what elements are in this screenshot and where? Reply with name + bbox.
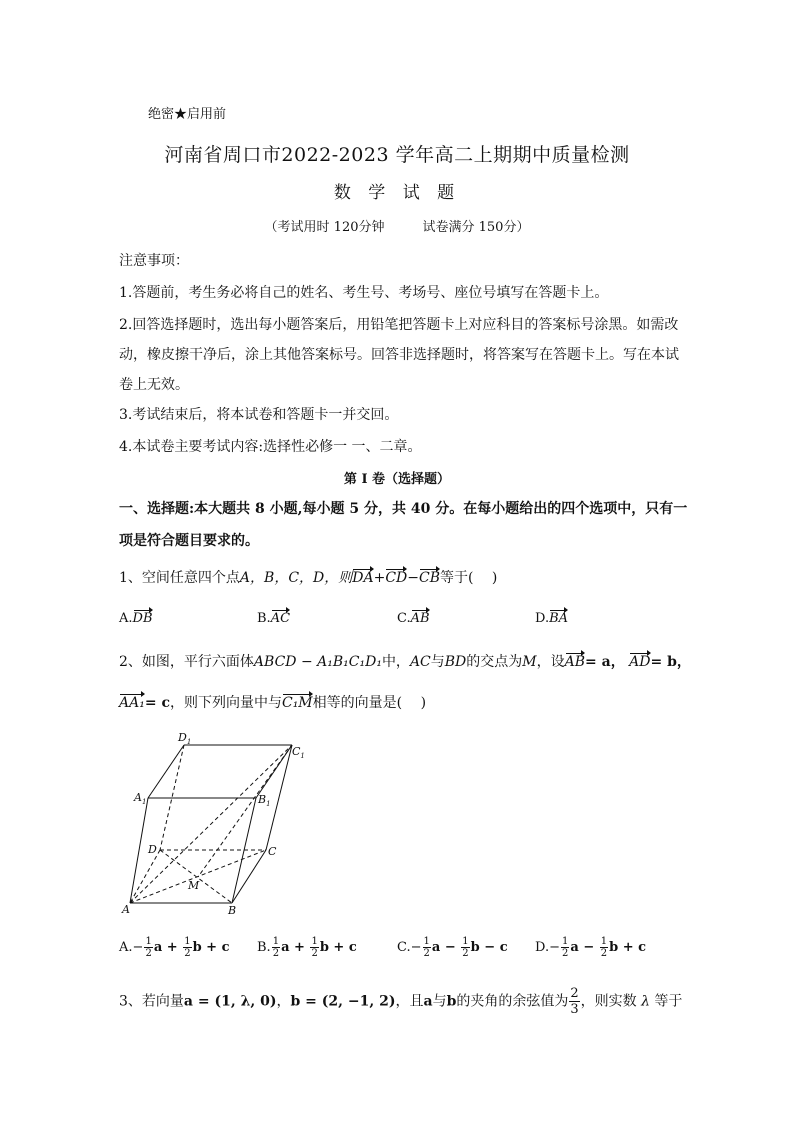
label-c1: $C_1$: [292, 745, 305, 760]
q2-option-a[interactable]: A.− $\frac{1}{2}$ a + $\frac{1}{2}$ b + c: [119, 936, 230, 959]
vector-c1m: C₁M: [281, 695, 313, 711]
exam-full-score: 试卷满分 150分）: [422, 220, 530, 235]
note-4: 4.本试卷主要考试内容:选择性必修一 一、二章。: [119, 439, 422, 455]
note-2-line-1: 2.回答选择题时，选出每小题答案后，用铅笔把答题卡上对应科目的答案标号涂黑。如需改: [119, 317, 679, 333]
label-m: M: [188, 879, 200, 892]
exam-time: （考试用时 120分钟: [264, 220, 385, 235]
label-d: D: [148, 843, 157, 856]
label-a: A: [122, 903, 130, 915]
vector-a-def: a = (1, λ, 0): [183, 993, 277, 1010]
section-intro-line-1: 一、选择题:本大题共 8 小题,每小题 5 分，共 40 分。在每小题给出的四个选项中，只有一: [119, 501, 688, 517]
q1-option-a[interactable]: A.DB: [119, 611, 153, 626]
section-intro-line-2: 项是符合题目要求的。: [119, 533, 259, 549]
q2-option-b[interactable]: B. $\frac{1}{2}$ a + $\frac{1}{2}$ b + c: [257, 936, 357, 959]
vector-cd: CD: [385, 570, 408, 586]
vector-ad: AD: [629, 654, 651, 670]
edge-d1a1: [148, 745, 184, 798]
segment-c1m: [198, 745, 292, 877]
confidential-mark: 绝密★启用前: [148, 107, 227, 122]
notes-heading: 注意事项：: [119, 253, 189, 269]
note-2-line-2: 动，橡皮擦干净后，涂上其他答案标号。回答非选择题时，将答案写在答题卡上。写在本试: [119, 347, 679, 363]
exam-subject: 数 学 试 题: [333, 183, 461, 203]
q2-option-d[interactable]: D.− $\frac{1}{2}$ a − $\frac{1}{2}$ b + c: [535, 936, 647, 959]
edge-bc: [232, 850, 266, 903]
edge-c1c: [266, 745, 292, 850]
vector-b-def: b = (2, −1, 2): [290, 993, 396, 1010]
exam-info: [0, 216, 794, 235]
question-3-stem: 3、若向量a = (1, λ, 0)，b = (2, −1, 2)，且a与b的夹角的余弦值为 $\frac{2}{3}$ ，则实数 λ 等于: [119, 986, 683, 1017]
vector-cb: CB: [419, 570, 441, 586]
q1-option-c[interactable]: C.AB: [397, 611, 430, 626]
diagonal-bd: [160, 850, 232, 903]
label-d1: $D_1$: [178, 731, 192, 746]
vector-ab: AB: [564, 654, 586, 670]
section-title: 第 I 卷（选择题）: [343, 472, 451, 487]
question-2-stem-line-2: AA₁= c，则下列向量中与C₁M相等的向量是( ): [119, 695, 427, 711]
label-a1: $A_1$: [134, 791, 147, 806]
note-1: 1.答题前，考生务必将自己的姓名、考生号、考场号、座位号填写在答题卡上。: [119, 285, 609, 301]
vector-da: DA: [352, 570, 374, 586]
exam-title: 河南省周口市2022-2023 学年高二上期期中质量检测: [164, 144, 630, 166]
q1-option-b[interactable]: B.AC: [257, 611, 291, 626]
label-b1: $B_1$: [258, 793, 271, 808]
parallelepiped-figure: [118, 725, 318, 915]
vector-aa1: AA₁: [119, 695, 145, 711]
question-1-stem: 1、空间任意四个点A，B，C，D，则DA+CD−CB等于( ): [119, 570, 498, 586]
label-c: C: [268, 845, 277, 858]
q1-option-d[interactable]: D.BA: [535, 611, 569, 626]
note-3: 3.考试结束后，将本试卷和答题卡一并交回。: [119, 407, 399, 423]
q1-points: A，B，C，D，则: [239, 570, 353, 586]
label-b: B: [228, 904, 237, 915]
note-2-line-3: 卷上无效。: [119, 377, 189, 393]
q2-option-c[interactable]: C.− $\frac{1}{2}$ a − $\frac{1}{2}$ b − c: [397, 936, 508, 959]
question-2-stem-line-1: 2、如图，平行六面体ABCD − A₁B₁C₁D₁中，AC与BD的交点为M，设AB= a， AD= b，: [119, 654, 691, 670]
diagonal-ac1: [130, 745, 292, 903]
